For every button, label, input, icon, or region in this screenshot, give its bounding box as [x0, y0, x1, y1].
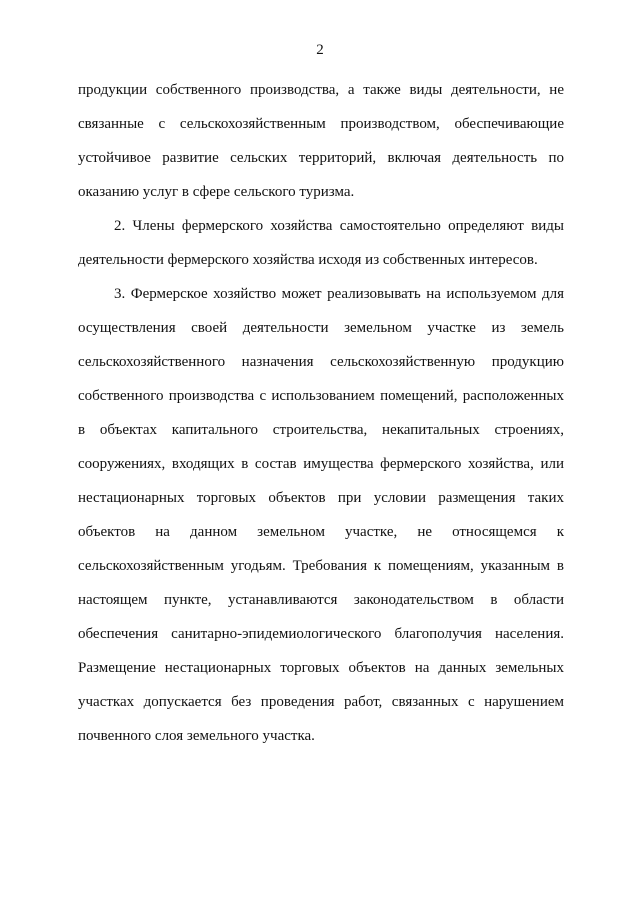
paragraph-3-line-11: обеспечения санитарно-эпидемиологического благополучия населения. [78, 626, 564, 642]
paragraph-3-line-13: участках допускается без проведения работ, связанных с нарушением [78, 694, 564, 710]
paragraph-3-line-7: нестационарных торговых объектов при условии размещения таких [78, 490, 564, 506]
paragraph-3-line-2: осуществления своей деятельности земельном участке из земель [78, 320, 564, 336]
paragraph-2-line-1: 2. Члены фермерского хозяйства самостоятельно определяют виды [114, 218, 564, 234]
document-body [78, 73, 564, 753]
paragraph-3-line-12: Размещение нестационарных торговых объектов на данных земельных [78, 660, 564, 676]
paragraph-3-line-3: сельскохозяйственного назначения сельскохозяйственную продукцию [78, 354, 564, 370]
paragraph-1-line-2: связанные с сельскохозяйственным производством, обеспечивающие [78, 116, 564, 132]
paragraph-1-line-3: устойчивое развитие сельских территорий, включая деятельность по [78, 150, 564, 166]
paragraph-1-line-4: оказанию услуг в сфере сельского туризма. [78, 184, 355, 200]
paragraph-2-line-2: деятельности фермерского хозяйства исходя из собственных интересов. [78, 252, 538, 268]
paragraph-3-line-4: собственного производства с использованием помещений, расположенных [78, 388, 564, 404]
paragraph-3-line-14: почвенного слоя земельного участка. [78, 728, 315, 744]
page-number: 2 [316, 42, 324, 58]
paragraph-1-line-1: продукции собственного производства, а также виды деятельности, не [78, 82, 564, 98]
paragraph-3-line-10: настоящем пункте, устанавливаются законодательством в области [78, 592, 564, 608]
paragraph-3-line-5: в объектах капитального строительства, некапитальных строениях, [78, 422, 564, 438]
paragraph-3-line-1: 3. Фермерское хозяйство может реализовывать на используемом для [114, 286, 564, 302]
paragraph-3-line-6: сооружениях, входящих в состав имущества фермерского хозяйства, или [78, 456, 564, 472]
paragraph-3-line-8: объектов на данном земельном участке, не относящемся к [78, 524, 564, 540]
paragraph-3-line-9: сельскохозяйственным угодьям. Требования к помещениям, указанным в [78, 558, 564, 574]
